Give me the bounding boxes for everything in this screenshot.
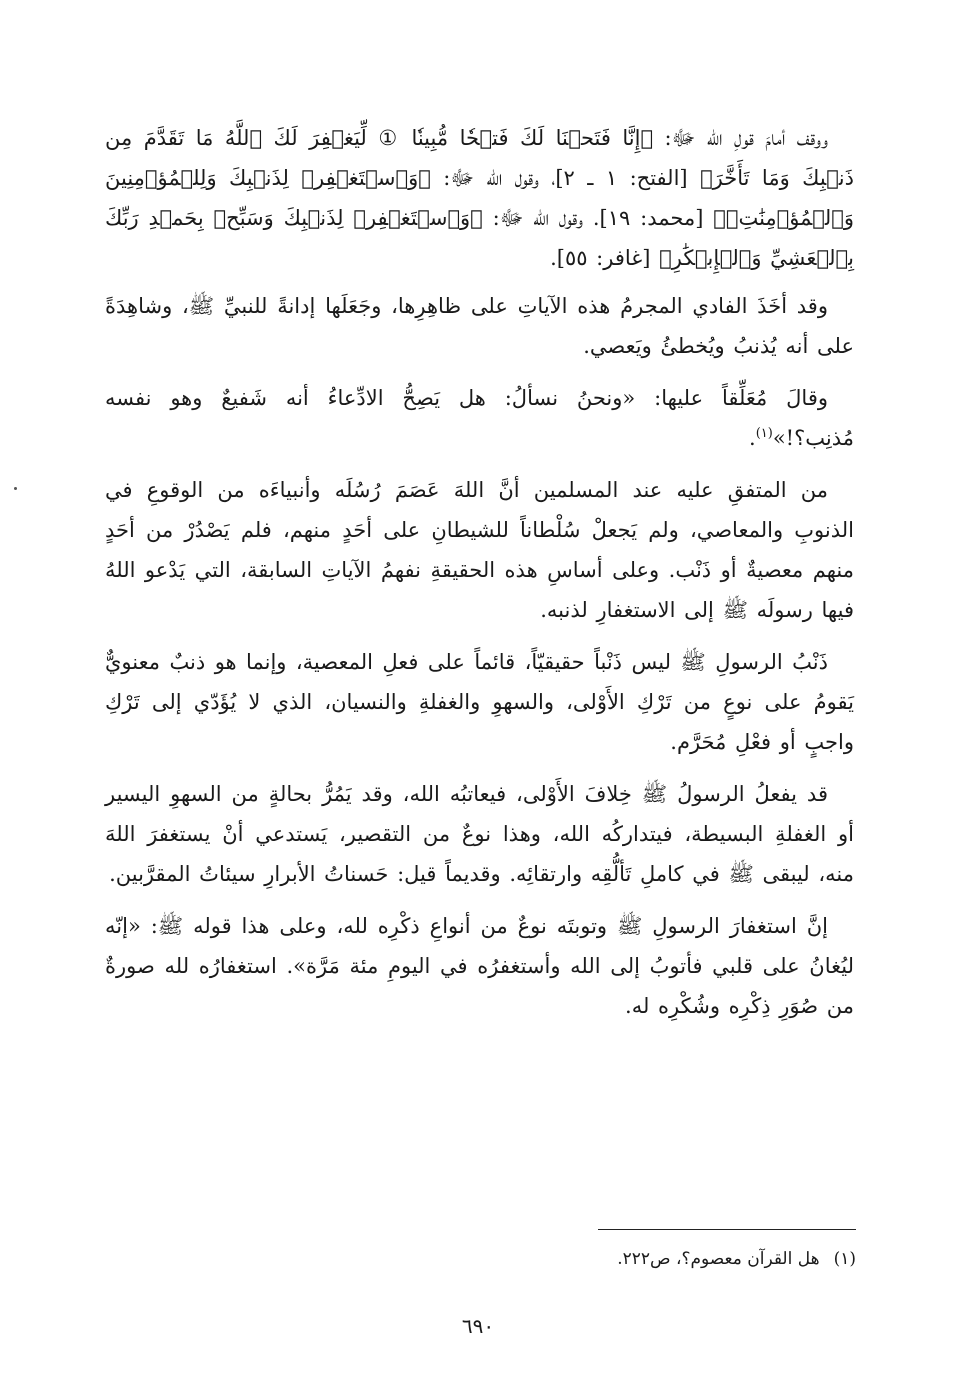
paragraph-5: ذَنْبُ الرسولِ ﷺ ليس ذَنْباً حقيقيّاً، قائماً على فعلِ المعصية، وإنما هو ذنبٌ معنويٌّ يَقومُ على نوعٍ من تَرْكِ الأَوْلى، والسهوِ والغفلةِ والنسيان، الذي لا يُؤَدّي إلى تَرْكِ واجبٍ أو فعْلِ مُحَرَّم. (105, 650, 854, 754)
quran-verse: ﴿وَٱسۡتَغۡفِرۡ لِذَنۢبِكَ وَلِلۡمُؤۡمِنِينَ وَٱلۡمُؤۡمِنَٰتِۗ﴾ (105, 166, 854, 230)
paragraph-1 (105, 118, 854, 278)
paragraph-2: وقد أخَذَ الفادي المجرمُ هذه الآياتِ على ظاهِرِها، وجَعَلَها إدانةً للنبيِّ ﷺ، وشاهِدَةً على أنه يُذنبُ ويُخطئُ ويَعصي. (105, 294, 854, 358)
text-segment: ووقف أمامَ قولِ الله ﷻ: (653, 126, 828, 150)
text-segment: [الفتح: ١ ـ ٢]، وقول الله ﷻ: (430, 166, 701, 190)
page-number: ٦٩٠ (461, 1314, 495, 1338)
quran-verse: ﴿إِنَّا فَتَحۡنَا لَكَ فَتۡحٗا مُّبِينٗا ① لِّيَغۡفِرَ لَكَ ٱللَّهُ مَا تَقَدَّمَ مِن ذَنۢبِكَ وَمَا تَأَخَّرَ﴾ (105, 126, 854, 190)
footnote-divider (598, 1229, 856, 1230)
quran-verse: ﴿وَٱسۡتَغۡفِرۡ لِذَنۢبِكَ وَسَبِّحۡ بِحَمۡدِ رَبِّكَ بِٱلۡعَشِيِّ وَٱلۡإِبۡكَٰرِ﴾ (105, 206, 854, 270)
paragraph-6: قد يفعلُ الرسولُ ﷺ خِلافَ الأَوْلى، فيعاتبُه الله، وقد يَمُرُّ بحالةٍ من السهوِ اليسير أو الغفلةِ البسيطة، فيتداركُه الله، وهذا نوعٌ من التقصير، يَستدعي أنْ يستغفرَ اللهَ منه، ليبقى ﷺ في كاملِ تَألُّقِه وارتقائِه. وقديماً قيل: حَسناتُ الأبرارِ سيئاتُ المقرَّبين. (105, 782, 854, 886)
paragraph-3 (105, 378, 854, 458)
quote-text: وقالَ مُعَلِّقاً عليها: «ونحنُ نسألُ: هل يَصِحُّ الادِّعاءُ أنه شَفيعٌ وهو نفسه مُذنِب؟!» (105, 386, 854, 450)
text-segment: [غافر: ٥٥]. (550, 246, 660, 270)
paragraph-4: من المتفقِ عليه عند المسلمين أنَّ اللهَ عَصَمَ رُسُلَه وأنبياءَه من الوقوعِ في الذنوبِ والمعاصي، ولم يَجعلْ سُلْطاناً للشيطانِ على أحَدٍ منهم، فلم يَصْدُرْ من أحَدٍ منهم معصيةٌ أو ذَنْب. وعلى أساسِ هذه الحقيقةِ نفهمُ الآياتِ السابقة، التي يَدْعو اللهُ فيها رسولَه ﷺ إلى الاستغفارِ لذنبه. (105, 478, 854, 622)
quote-end: . (749, 426, 756, 450)
footnote-reference: (١) (755, 426, 773, 441)
footnote-number: (١) (833, 1249, 856, 1269)
text-segment: [محمد: ١٩]. وقول الله ﷻ: (482, 206, 714, 230)
margin-dot (14, 487, 17, 490)
paragraph-7: إنَّ استغفارَ الرسولِ ﷺ وتوبتَه نوعٌ من أنواعِ ذكْرِه لله، وعلى هذا قوله ﷺ: «إنّه ليُغانُ على قلبي فأتوبُ إلى الله وأستغفرُه في اليومِ مئة مَرَّة». استغفارُه لله صورةٌ من صُوَرِ ذِكْرِه وشُكْرِه له. (105, 914, 854, 1018)
footnote-text: هل القرآن معصوم؟، ص٢٢٢. (617, 1249, 820, 1269)
footnote (300, 1244, 856, 1274)
body-text (105, 118, 854, 1038)
